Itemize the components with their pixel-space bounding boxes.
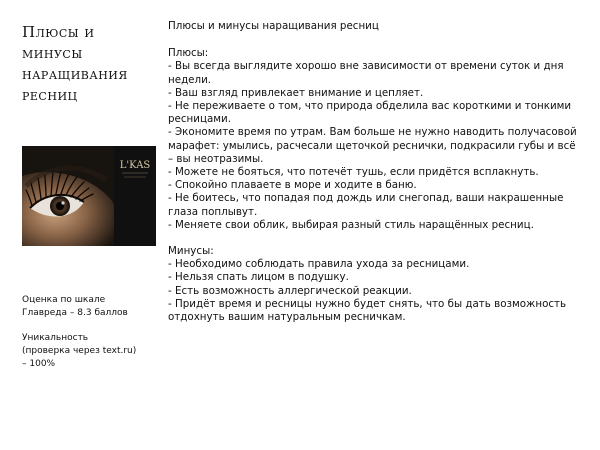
pros-item: - Спокойно плаваете в море и ходите в баню. bbox=[168, 179, 417, 192]
heading-line: ресниц bbox=[22, 86, 78, 104]
pros-item: - Можете не бояться, что потечёт тушь, если придётся всплакнуть. bbox=[168, 166, 539, 179]
pros-item: - Не боитесь, что попадая под дождь или снегопад, ваши накрашенные глаза поплывут. bbox=[168, 192, 564, 218]
eyelash-photo bbox=[22, 146, 156, 246]
pros-item: - Экономите время по утрам. Вам больше не нужно наводить получасовой марафет: умылись, расчесали щеточкой реснички, подкрасили губы и всё – вы неотразимы. bbox=[168, 126, 577, 165]
cons-item: - Есть возможность аллергической реакции. bbox=[168, 284, 412, 297]
article-body bbox=[168, 20, 582, 324]
pros-title: Плюсы: bbox=[168, 47, 209, 60]
pros-item: - Вы всегда выглядите хорошо вне зависимости от времени суток и дня недели. bbox=[168, 60, 564, 86]
uniqueness-line: – 100% bbox=[22, 359, 56, 369]
heading-line: Плюсы и bbox=[22, 23, 95, 41]
uniqueness-line: Уникальность bbox=[22, 333, 89, 343]
pros-item: - Меняете свои облик, выбирая разный стиль наращённых ресниц. bbox=[168, 218, 534, 231]
rating-line: Оценка по шкале bbox=[22, 295, 106, 305]
pros-list bbox=[168, 60, 582, 232]
logo-text: L'KAS bbox=[119, 160, 151, 171]
uniqueness-line: (проверка через text.ru) bbox=[22, 346, 137, 356]
rating-line: Главреда – 8.3 баллов bbox=[22, 308, 128, 318]
page-heading bbox=[22, 22, 160, 106]
heading-line: минусы bbox=[22, 44, 83, 62]
cons-item: - Необходимо соблюдать правила ухода за ресницами. bbox=[168, 258, 470, 271]
article-meta bbox=[22, 294, 162, 371]
heading-line: наращивания bbox=[22, 65, 128, 83]
cons-item: - Нельзя спать лицом в подушку. bbox=[168, 271, 349, 284]
sidebar bbox=[22, 22, 160, 106]
pros-item: - Ваш взгляд привлекает внимание и цепляет. bbox=[168, 86, 424, 99]
article-title: Плюсы и минусы наращивания ресниц bbox=[168, 20, 379, 32]
cons-item: - Придёт время и ресницы нужно будет снять, что бы дать возможность отдохнуть вашим натуральным ресничкам. bbox=[168, 297, 567, 324]
cons-list bbox=[168, 258, 582, 324]
eyelash-photo-graphic bbox=[22, 146, 156, 246]
pros-item: - Не переживаете о том, что природа обделила вас короткими и тонкими ресницами. bbox=[168, 100, 572, 126]
cons-title: Минусы: bbox=[168, 245, 214, 258]
